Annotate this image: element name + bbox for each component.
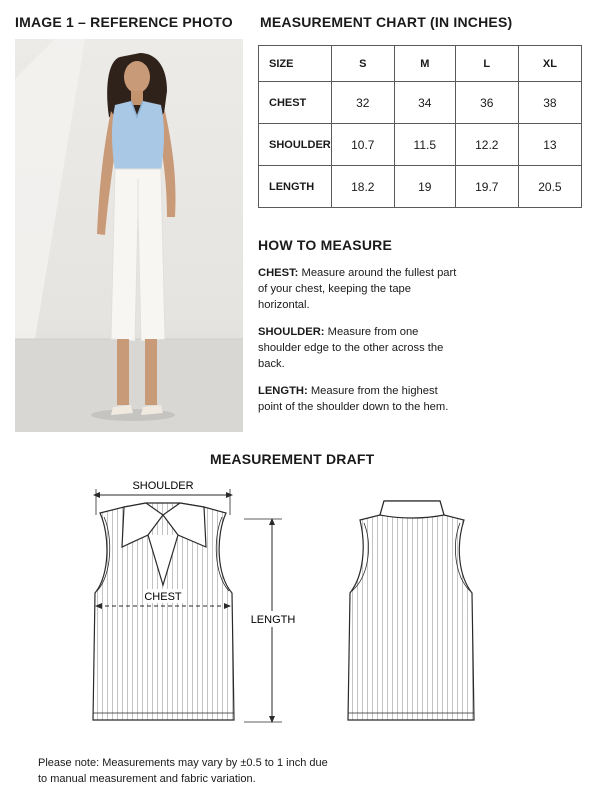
table-row <box>259 166 582 208</box>
table-cell: 36 <box>455 82 518 124</box>
how-to-measure-title: HOW TO MEASURE <box>258 237 392 253</box>
size-column-header: XL <box>518 46 581 82</box>
table-cell: 18.2 <box>331 166 394 208</box>
chest-dimension-label: CHEST <box>144 591 182 603</box>
table-cell: 11.5 <box>394 124 455 166</box>
table-cell: 19.7 <box>455 166 518 208</box>
photo-section-title: IMAGE 1 – REFERENCE PHOTO <box>15 14 233 30</box>
chest-instruction <box>258 265 458 313</box>
table-cell: 32 <box>331 82 394 124</box>
draft-title: MEASUREMENT DRAFT <box>210 451 375 467</box>
instruction-text: Measure around the fullest part of your chest, keeping the tape horizontal. <box>258 267 457 311</box>
chart-title: MEASUREMENT CHART (IN INCHES) <box>260 14 513 30</box>
instruction-text: Measure from the highest point of the shoulder down to the hem. <box>258 385 449 413</box>
size-chart-table <box>258 45 582 208</box>
row-label: SHOULDER <box>259 124 332 166</box>
table-cell: 34 <box>394 82 455 124</box>
table-cell: 13 <box>518 124 581 166</box>
instruction-term: LENGTH: <box>258 385 308 397</box>
size-header-cell: SIZE <box>259 46 332 82</box>
table-row <box>259 82 582 124</box>
shoulder-instruction <box>258 324 458 372</box>
size-column-header: L <box>455 46 518 82</box>
back-view-garment <box>348 501 474 720</box>
instruction-term: CHEST: <box>258 267 299 279</box>
table-cell: 20.5 <box>518 166 581 208</box>
table-cell: 12.2 <box>455 124 518 166</box>
measurement-draft-diagram <box>0 475 600 735</box>
size-column-header: S <box>331 46 394 82</box>
table-row <box>259 124 582 166</box>
reference-photo <box>15 39 243 432</box>
size-column-header: M <box>394 46 455 82</box>
length-dimension-label: LENGTH <box>250 614 296 626</box>
measurement-note: Please note: Measurements may vary by ±0.5 to 1 inch due to manual measurement and fabric variation. <box>38 757 328 785</box>
instruction-term: SHOULDER: <box>258 326 325 338</box>
table-cell: 38 <box>518 82 581 124</box>
front-view-garment <box>93 503 234 720</box>
table-header-row <box>259 46 582 82</box>
length-instruction <box>258 383 458 415</box>
instruction-text: Measure from one shoulder edge to the other across the back. <box>258 326 444 370</box>
table-cell: 10.7 <box>331 124 394 166</box>
shoulder-dimension-label: SHOULDER <box>132 480 194 492</box>
row-label: LENGTH <box>259 166 332 208</box>
table-cell: 19 <box>394 166 455 208</box>
row-label: CHEST <box>259 82 332 124</box>
